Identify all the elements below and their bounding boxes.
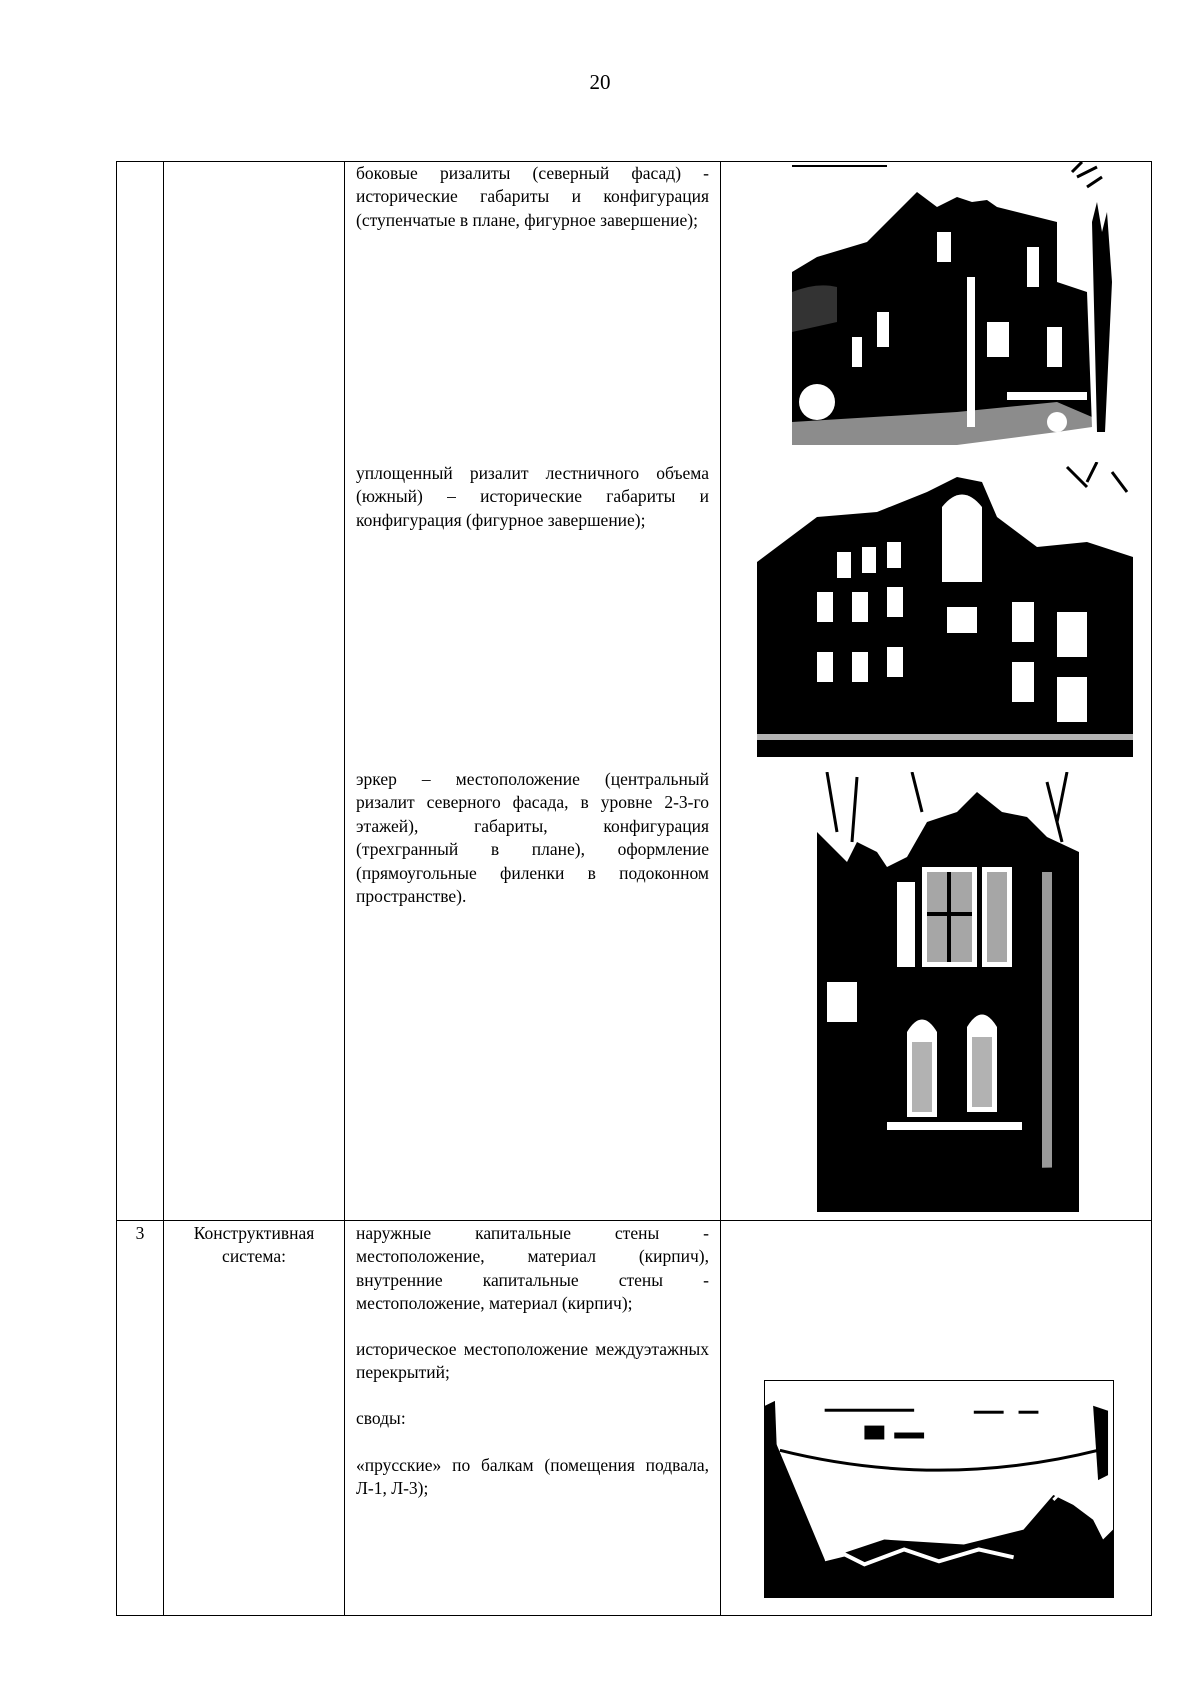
paragraph-prussian-vaults: «прусские» по балкам (помещения подвала, Л-1, Л-3); xyxy=(356,1455,709,1499)
column-divider-title xyxy=(344,162,345,1615)
row-number: 3 xyxy=(135,1223,145,1243)
row-divider xyxy=(117,1220,1151,1221)
north-facade-side-risalits-photo xyxy=(757,162,1127,445)
prussian-vaults-photo xyxy=(764,1380,1114,1598)
paragraph-floor-slabs: историческое местоположение междуэтажных перекрытий; xyxy=(356,1339,709,1383)
description-stair-risalit: уплощенный ризалит лестничного объема (южный) – исторические габариты и конфигурация (фигурное завершение); xyxy=(356,463,709,530)
column-divider-description xyxy=(720,162,721,1615)
south-stair-risalit-photo xyxy=(757,462,1133,757)
column-divider-number xyxy=(163,162,164,1615)
protected-features-table xyxy=(116,161,1152,1616)
bay-window-photo xyxy=(817,772,1079,1212)
description-side-risalits: боковые ризалиты (северный фасад) - исторические габариты и конфигурация (ступенчатые в плане, фигурное завершение); xyxy=(356,163,709,230)
page-number: 20 xyxy=(589,70,611,94)
row-title: Конструктивная система: xyxy=(193,1223,315,1267)
paragraph-vaults-heading: своды: xyxy=(356,1408,406,1428)
paragraph-capital-walls: наружные капитальные стены - местоположение, материал (кирпич), внутренние капитальные стены - местоположение, материал (кирпич); xyxy=(356,1223,709,1314)
description-bay-window: эркер – местоположение (центральный ризалит северного фасада, в уровне 2-3-го этажей), габариты, конфигурация (трехгранный в плане), оформление (прямоугольные филенки в подоконном пространстве). xyxy=(356,769,709,907)
